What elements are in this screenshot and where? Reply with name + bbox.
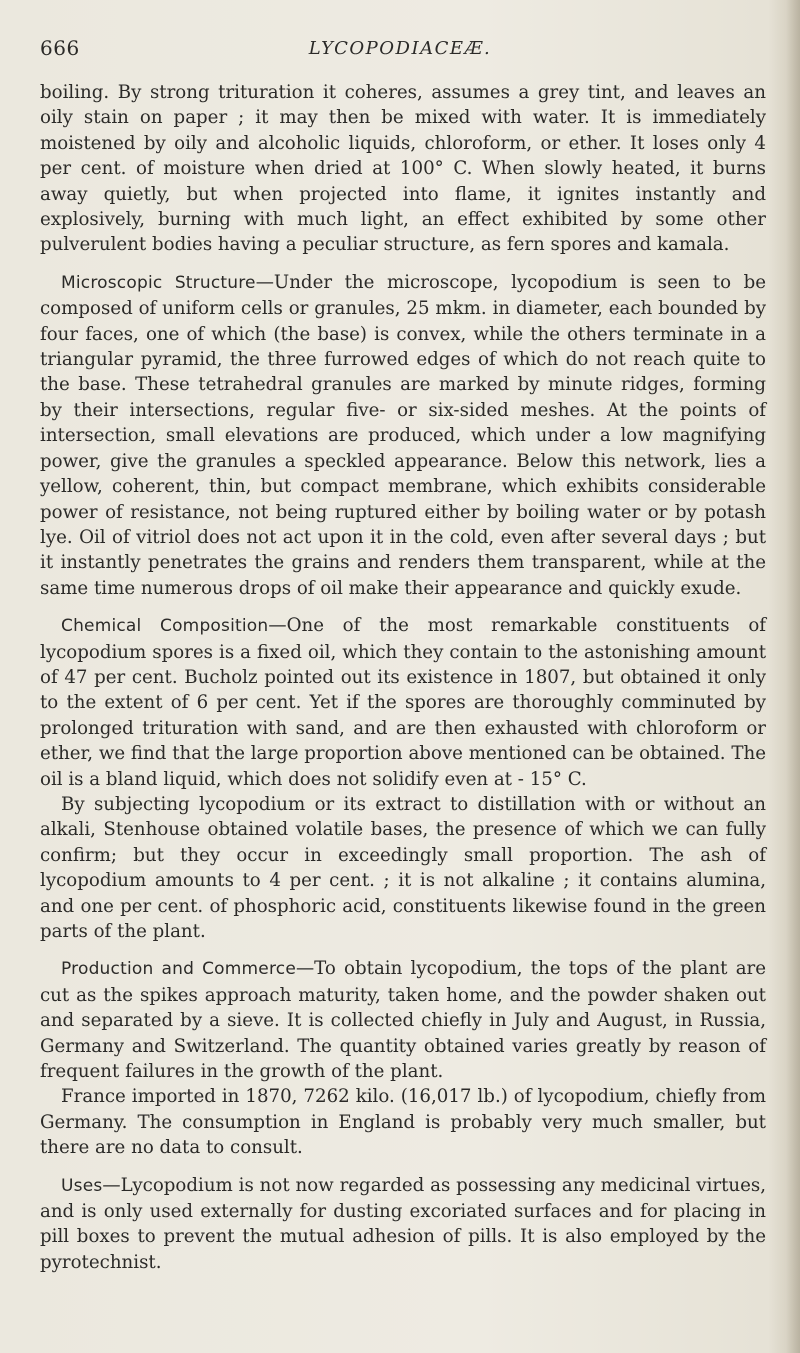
uses-text: —Lycopodium is not now regarded as possessing any medicinal virtues, and is only used externally for dusting excoriated surfaces and for placing in pill boxes to prevent the mutual adhesion of pills. It is also employed by the pyrotechnist. [40,1174,766,1273]
page-edge-shadow [786,0,800,1353]
page-header [40,36,760,66]
paragraph-uses [40,1173,766,1276]
section-heading-chemical: Chemical Composition [61,616,269,637]
paragraph-france-import: France imported in 1870, 7262 kilo. (16,017 lb.) of lycopodium, chiefly from Germany. The consumption in England is probably very much smaller, but there are no data to consult. [40,1086,766,1159]
production-text: —To obtain lycopodium, the tops of the plant are cut as the spikes approach maturity, taken home, and the powder shaken out and separated by a sieve. It is collected chiefly in July and August, in Russia, Germany and Switzerland. The quantity obtained varies greatly by reason of frequent failures in the growth of the plant. [40,958,766,1083]
running-head: LYCOPODIACEÆ. [308,38,492,59]
section-heading-uses: Uses [61,1175,103,1196]
paragraph-continuation: boiling. By strong trituration it coheres, assumes a grey tint, and leaves an oily stain on paper ; it may then be mixed with water. It is immediately moistened by oily and alcoholic liquids, chloroform, or ether. It loses only 4 per cent. of moisture when dried at 100° C. When slowly heated, it burns away quietly, but when projected into flame, it ignites instantly and explosively, burning with much light, an effect exhibited by some other pulverulent bodies having a peculiar structure, as fern spores and kamala. [40,82,766,256]
chemical-text: —One of the most remarkable constituents of lycopodium spores is a fixed oil, which they contain to the astonishing amount of 47 per cent. Bucholz pointed out its existence in 1807, but obtained it only to the extent of 6 per cent. Yet if the spores are thoroughly comminuted by prolonged trituration with sand, and are then exhausted with chloroform or ether, we find that the large proportion above mentioned can be obtained. The oil is a bland liquid, which does not solidify even at - 15° C. [40,615,767,790]
section-heading-microscopic: Microscopic Structure [61,272,256,293]
page-body [40,80,766,1275]
paragraph-production-commerce [40,956,766,1084]
paragraph-chemical-composition [40,613,766,792]
paragraph-microscopic-structure [40,270,766,601]
section-heading-production: Production and Commerce [61,959,296,980]
microscopic-text: —Under the microscope, lycopodium is seen to be composed of uniform cells or granules, 25 mkm. in diameter, each bounded by four faces, one of which (the base) is convex, while the others terminate in a triangular pyramid, the three furrowed edges of which do not reach quite to the base. These tetrahedral granules are marked by minute ridges, forming by their intersections, regular five- or six-sided meshes. At the points of intersection, small elevations are produced, which under a low magnifying power, give the granules a speckled appearance. Below this network, lies a yellow, coherent, thin, but compact membrane, which exhibits considerable power of resistance, not being ruptured either by boiling water or by potash lye. Oil of vitriol does not act upon it in the cold, even after several days ; but it instantly penetrates the grains and renders them transparent, while at the same time numerous drops of oil make their appearance and quickly exude. [40,271,767,599]
paragraph-distillation: By subjecting lycopodium or its extract to distillation with or without an alkali, Stenhouse obtained volatile bases, the presence of which we can fully confirm; but they occur in exceedingly small proportion. The ash of lycopodium amounts to 4 per cent. ; it is not alkaline ; it contains alumina, and one per cent. of phosphoric acid, constituents likewise found in the green parts of the plant. [40,793,766,942]
page-number: 666 [40,36,80,60]
